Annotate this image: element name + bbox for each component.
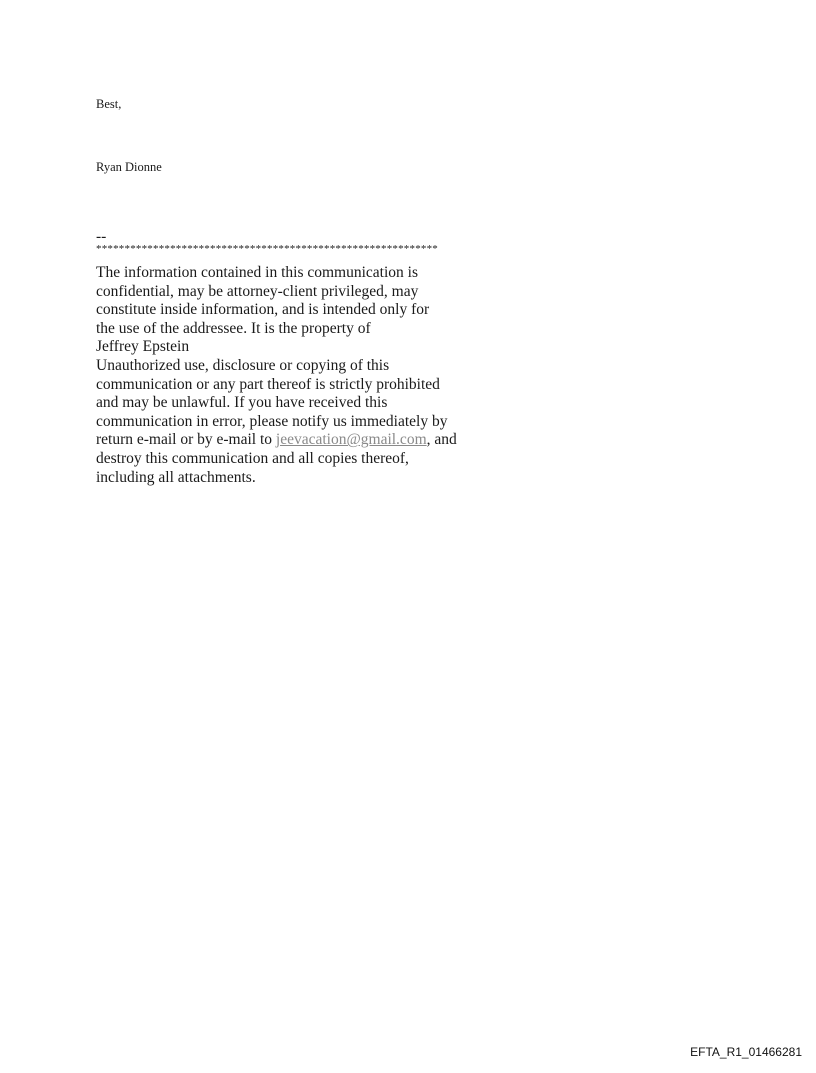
signature-separator: -- (96, 228, 107, 245)
email-link[interactable]: jeevacation@gmail.com (275, 431, 427, 449)
confidentiality-disclaimer (96, 264, 526, 487)
disclaimer-line: communication or any part thereof is strictly prohibited (96, 375, 440, 393)
greeting-text: Best, (96, 97, 122, 111)
asterisk-divider: ************************************************************ (96, 243, 438, 255)
disclaimer-text-after-email: , and (426, 431, 457, 449)
disclaimer-text-before-email: return e-mail or by e-mail to (96, 431, 276, 449)
disclaimer-line-with-email (96, 431, 526, 450)
disclaimer-line: confidential, may be attorney-client privileged, may (96, 282, 419, 300)
disclaimer-line: and may be unlawful. If you have received this (96, 394, 388, 412)
disclaimer-line: destroy this communication and all copies thereof, (96, 449, 409, 467)
disclaimer-line: constitute inside information, and is intended only for (96, 301, 430, 319)
disclaimer-line: Jeffrey Epstein (96, 338, 190, 356)
disclaimer-line: communication in error, please notify us immediately by (96, 412, 448, 430)
sender-name: Ryan Dionne (96, 160, 162, 174)
disclaimer-line: Unauthorized use, disclosure or copying of this (96, 356, 390, 374)
disclaimer-line: the use of the addressee. It is the property of (96, 319, 371, 337)
disclaimer-line: The information contained in this communication is (96, 264, 418, 281)
disclaimer-line: including all attachments. (96, 468, 256, 486)
document-id-label: EFTA_R1_01466281 (690, 1045, 802, 1059)
